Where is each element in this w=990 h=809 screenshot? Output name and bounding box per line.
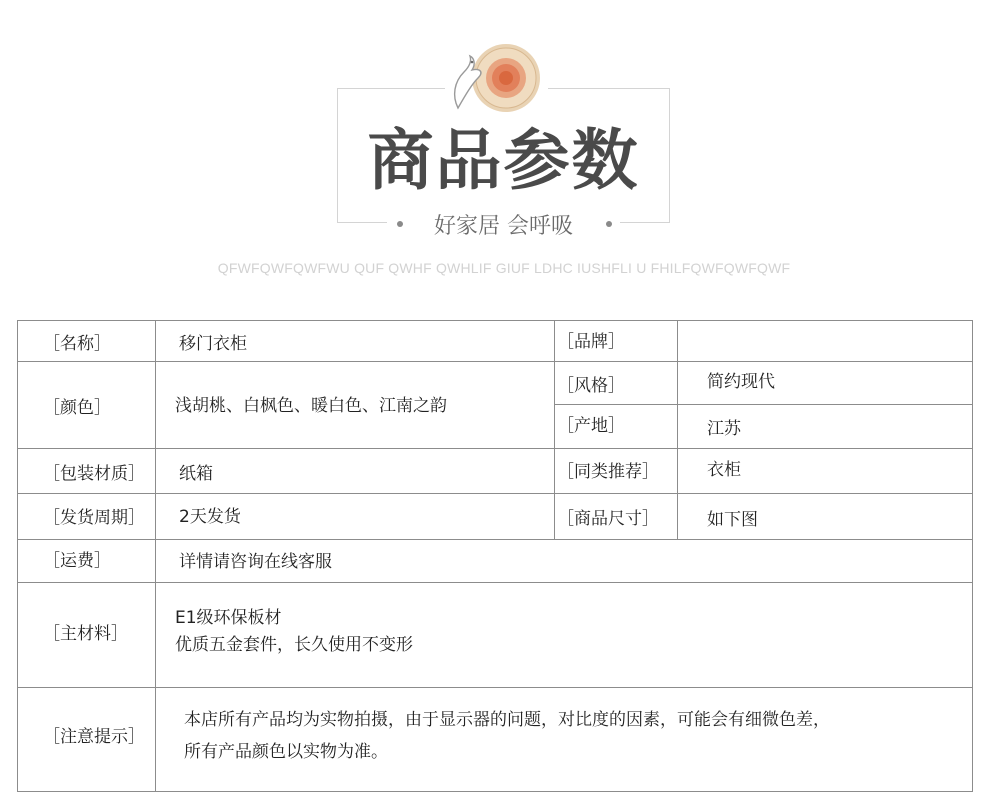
material-line1: E1级环保板材: [175, 608, 282, 628]
freight-label: ［运费］: [43, 551, 111, 571]
notice-line1: 本店所有产品均为实物拍摄，由于显示器的问题，对比度的因素，可能会有细微色差，: [184, 710, 830, 730]
style-label: ［风格］: [557, 376, 625, 396]
freight-value: 详情请咨询在线客服: [179, 552, 332, 572]
similar-value: 衣柜: [707, 460, 741, 480]
header-frame-top-right: [548, 88, 670, 89]
style-value: 简约现代: [707, 372, 775, 392]
packing-label: ［包装材质］: [43, 464, 145, 484]
notice-line2: 所有产品颜色以实物为准。: [184, 742, 388, 762]
origin-value: 江苏: [707, 419, 741, 439]
bird-on-wood-slice-icon: [428, 38, 546, 118]
page-title: 商品参数: [367, 122, 640, 199]
material-line2: 优质五金套件，长久使用不变形: [175, 635, 413, 655]
shipping-value: 2天发货: [179, 507, 241, 527]
size-label: ［商品尺寸］: [557, 509, 659, 529]
packing-value: 纸箱: [179, 464, 213, 484]
color-label: ［颜色］: [43, 398, 111, 418]
size-value: 如下图: [707, 510, 758, 530]
tagline: QFWFQWFQWFWU QUF QWHF QWHLIF GIUF LDHC IUSHFLI U FHILFQWFQWFQWF: [217, 260, 791, 276]
origin-label: ［产地］: [557, 416, 625, 436]
name-value: 移门衣柜: [179, 334, 247, 354]
color-value: 浅胡桃、白枫色、暖白色、江南之韵: [175, 396, 447, 416]
name-label: ［名称］: [43, 334, 111, 354]
params-table: [17, 320, 973, 792]
similar-label: ［同类推荐］: [557, 462, 659, 482]
brand-label: ［品牌］: [557, 332, 625, 352]
page-subtitle: 好家居 会呼吸: [434, 214, 573, 239]
material-label: ［主材料］: [43, 624, 128, 644]
shipping-label: ［发货周期］: [43, 508, 145, 528]
notice-label: ［注意提示］: [43, 727, 145, 747]
